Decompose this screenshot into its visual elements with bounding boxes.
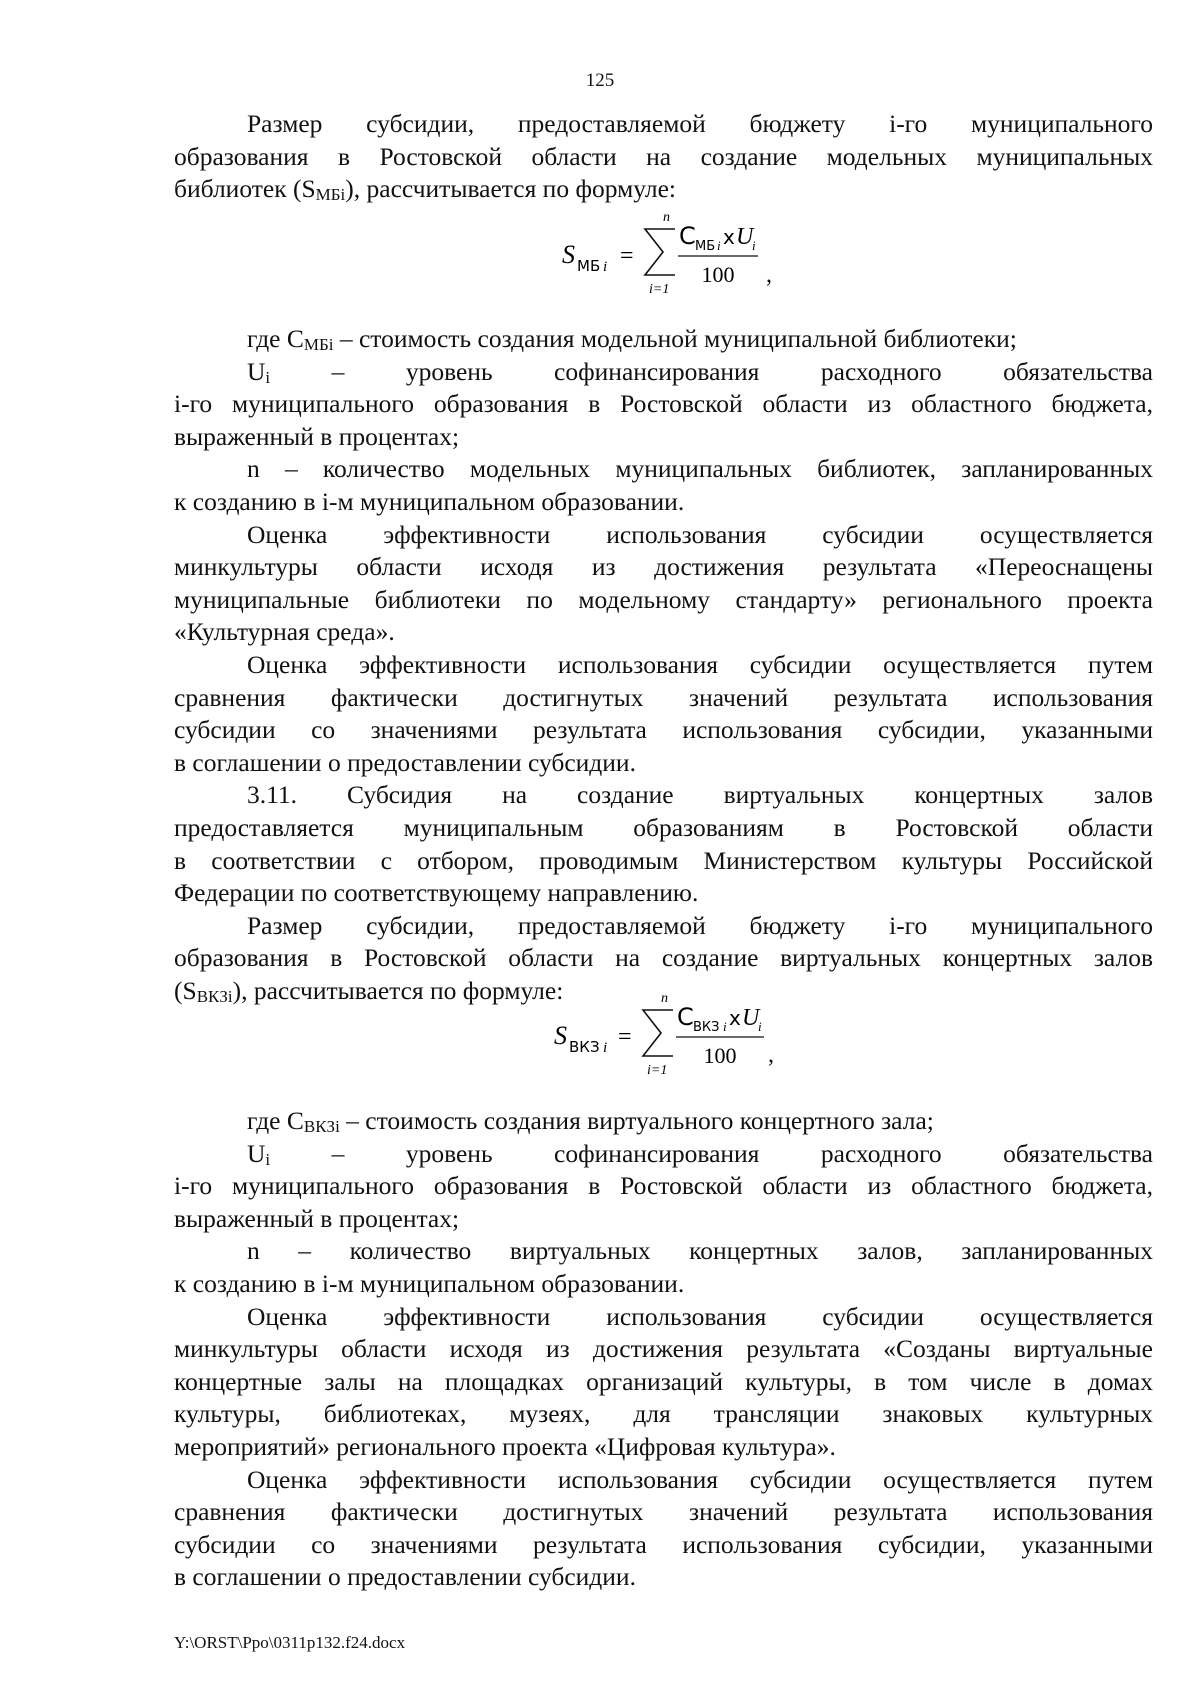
text-line: выраженный в процентах; (174, 421, 460, 451)
subscript: ВКЗi (303, 1117, 340, 1136)
sum-upper-limit: n (663, 210, 670, 225)
multiply-sign: x (729, 1006, 741, 1030)
denominator: 100 (701, 262, 735, 287)
footer-file-path: Y:\ORST\Ppo\0311p132.f24.docx (174, 1633, 406, 1652)
formula-model-libraries (540, 205, 770, 295)
paragraph-cost-model-library (174, 323, 1153, 356)
subscript: i (265, 367, 271, 387)
text-block-2 (174, 323, 1153, 1007)
formula-lhs-index: i (603, 1040, 608, 1056)
formula-lhs-symbol: S (562, 240, 575, 269)
text-line: образования в Ростовской области на создание виртуальных концертных залов (174, 943, 1153, 973)
text-line: n – количество виртуальных концертных залов, запланированных (247, 1236, 1153, 1266)
text-line: в соответствии с отбором, проводимым Министерством культуры Российской (174, 845, 1153, 875)
sum-lower-limit: i=1 (647, 1063, 668, 1077)
text-line (174, 1138, 1153, 1171)
factor-index: i (752, 238, 756, 253)
text-line: муниципальные библиотеки по модельному стандарту» регионального проекта (174, 584, 1153, 614)
text-line: выраженный в процентах; (174, 1203, 460, 1233)
numerator-index: i (717, 238, 721, 253)
subscript: i (265, 1149, 271, 1169)
text-line: Оценка эффективности использования субсидии осуществляется (247, 519, 1153, 549)
text-line: Оценка эффективности использования субсидии осуществляется путем (247, 1464, 1153, 1494)
formula-equals: = (620, 243, 634, 269)
text-line: культуры, библиотеках, музеях, для трансляции знаковых культурных (174, 1399, 1153, 1429)
text-line: i-го муниципального образования в Ростовской области из областного бюджета, (174, 389, 1153, 419)
numerator-subscript: МБ (695, 239, 716, 254)
text-line: Федерации по соответствующему направлению. (174, 878, 699, 908)
text-line (174, 173, 1153, 206)
text-line: субсидии со значениями результата использования субсидии, указанными (174, 715, 1153, 745)
text-line: минкультуры области исходя из достижения результата «Переоснащены (174, 552, 1153, 582)
sum-lower-limit: i=1 (649, 282, 670, 295)
text-line: образования в Ростовской области на создание модельных муниципальных (174, 141, 1153, 171)
text-line: мероприятий» регионального проекта «Цифровая культура». (174, 1431, 836, 1461)
paragraph-concert-hall-count (174, 1235, 1153, 1300)
text-line: 3.11. Субсидия на создание виртуальных концертных залов (247, 780, 1153, 810)
formula-concert-halls (532, 985, 772, 1077)
subscript: МБi (303, 335, 334, 354)
formula-lhs-subscript: ВКЗ (569, 1038, 600, 1056)
formula-comma: , (768, 1042, 774, 1068)
text-line: «Культурная среда». (174, 617, 395, 647)
paragraph-efficiency-assessment-2 (174, 1301, 1153, 1464)
text-fragment: библиотек (S (174, 174, 316, 204)
text-fragment: где С (247, 1106, 304, 1135)
factor-symbol: U (736, 224, 754, 250)
subscript: ВКЗi (196, 986, 233, 1006)
text-line: Размер субсидии, предоставляемой бюджету i-го муниципального (247, 910, 1153, 940)
text-fragment: (S (174, 975, 197, 1005)
page-number: 125 (585, 70, 615, 91)
text-line (174, 356, 1153, 389)
subscript: МБi (315, 185, 346, 205)
text-line: концертные залы на площадках организаций культуры, в том числе в домах (174, 1366, 1153, 1396)
text-fragment: – уровень софинансирования расходного обязательства (270, 1138, 1153, 1168)
paragraph-cost-concert-hall (174, 1105, 1153, 1138)
formula-equals: = (618, 1024, 632, 1050)
paragraph-subsidy-size-model-libraries (174, 108, 1153, 206)
text-block-1 (174, 108, 1153, 206)
paragraph-efficiency-assessment-1 (174, 519, 1153, 649)
text-fragment: – стоимость создания модельной муниципальной библиотеки; (333, 324, 1017, 353)
text-block-3 (174, 1105, 1153, 1594)
text-line: n – количество модельных муниципальных библиотек, запланированных (247, 454, 1153, 484)
text-line: сравнения фактически достигнутых значений результата использования (174, 1497, 1153, 1527)
paragraph-efficiency-comparison-1 (174, 649, 1153, 779)
text-fragment: – уровень софинансирования расходного обязательства (270, 356, 1153, 386)
paragraph-section-3-11 (174, 779, 1153, 909)
text-line: предоставляется муниципальным образованиям в Ростовской области (174, 812, 1153, 842)
text-line: в соглашении о предоставлении субсидии. (174, 1562, 636, 1592)
paragraph-efficiency-comparison-2 (174, 1464, 1153, 1594)
text-line (174, 1105, 1153, 1138)
text-fragment: U (247, 356, 266, 386)
text-line: Оценка эффективности использования субсидии осуществляется (247, 1301, 1153, 1331)
paragraph-library-count (174, 453, 1153, 518)
denominator: 100 (703, 1043, 737, 1068)
paragraph-cofinancing-level (174, 356, 1153, 454)
formula-lhs-subscript: МБ (577, 257, 601, 275)
text-line: сравнения фактически достигнутых значений результата использования (174, 682, 1153, 712)
text-line: субсидии со значениями результата использования субсидии, указанными (174, 1529, 1153, 1559)
text-fragment: – стоимость создания виртуального концертного зала; (339, 1106, 934, 1135)
text-fragment: где С (247, 324, 304, 353)
numerator-subscript: ВКЗ (693, 1020, 720, 1035)
text-fragment: ), рассчитывается по формуле: (232, 975, 564, 1005)
sum-upper-limit: n (661, 991, 668, 1006)
text-line: в соглашении о предоставлении субсидии. (174, 747, 636, 777)
text-line: к созданию в i-м муниципальном образовании. (174, 1268, 685, 1298)
formula-lhs-index: i (603, 259, 608, 275)
formula-lhs-symbol: S (554, 1021, 567, 1050)
text-line: Размер субсидии, предоставляемой бюджету i-го муниципального (247, 109, 1153, 138)
numerator-symbol: С (677, 1003, 694, 1031)
multiply-sign: x (723, 225, 735, 249)
text-fragment: U (247, 1138, 266, 1168)
text-line: Оценка эффективности использования субсидии осуществляется путем (247, 649, 1153, 679)
text-fragment: ), рассчитывается по формуле: (345, 174, 676, 204)
paragraph-cofinancing-level-2 (174, 1138, 1153, 1236)
text-line: минкультуры области исходя из достижения результата «Созданы виртуальные (174, 1334, 1153, 1364)
factor-symbol: U (742, 1005, 760, 1031)
sigma-symbol (645, 229, 675, 275)
text-line (174, 323, 1153, 356)
sigma-symbol (643, 1010, 673, 1056)
factor-index: i (758, 1019, 762, 1034)
numerator-index: i (723, 1019, 727, 1034)
numerator-symbol: С (679, 222, 696, 250)
text-line: к созданию в i-м муниципальном образовании. (174, 486, 685, 516)
text-line: i-го муниципального образования в Ростовской области из областного бюджета, (174, 1171, 1153, 1201)
formula-comma: , (766, 262, 772, 288)
